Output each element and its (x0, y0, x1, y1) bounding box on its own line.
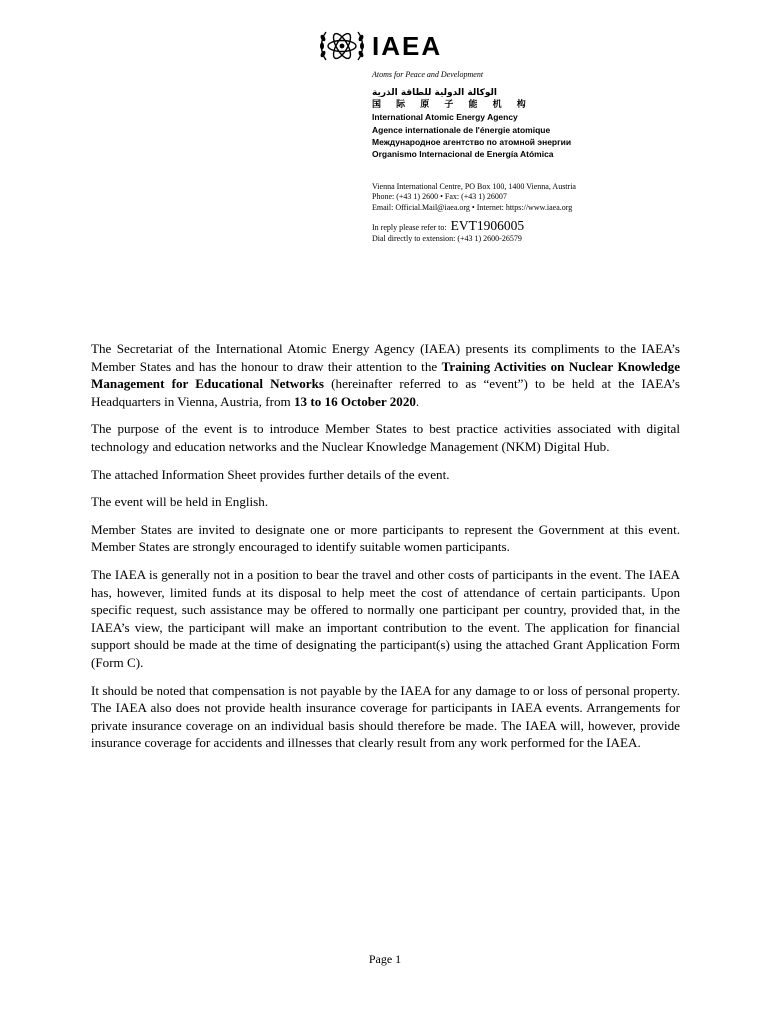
agency-name-spanish: Organismo Internacional de Energía Atómica (372, 149, 554, 160)
email-internet-line: Email: Official.Mail@iaea.org • Internet: https://www.iaea.org (372, 202, 573, 212)
paragraph-5: Member States are invited to designate one or more participants to represent the Government at this event. Member States are strongly encouraged to identify suitable women participants. (91, 521, 680, 555)
paragraph-3: The attached Information Sheet provides further details of the event. (91, 466, 450, 482)
agency-name-russian: Международное агентство по атомной энергии (372, 136, 572, 147)
logo-text: IAEA (372, 30, 443, 61)
paragraph-4: The event will be held in English. (91, 494, 269, 510)
reply-code: EVT1906005 (450, 218, 525, 233)
iaea-logo (318, 24, 442, 68)
event-dates: 13 to 16 October 2020 (293, 393, 416, 409)
paragraph-6: The IAEA is generally not in a position to bear the travel and other costs of participants in the event. The IAEA has, however, limited funds at its disposal to help meet the cost of attendance of certain participants. Upon specific request, such assistance may be offered to normally one participant per country, provided that, in the IAEA’s view, the participant will make an important contribution to the event. The application for financial support should be made at the time of designating the participant(s) using the attached Grant Application Form (Form C). (91, 566, 680, 670)
paragraph-7: It should be noted that compensation is not payable by the IAEA for any damage to or loss of personal property. The IAEA also does not provide health insurance coverage for participants in IAEA events. Arrangements for private insurance coverage on an individual basis should therefore be made. The IAEA will, however, provide insurance coverage for accidents and illnesses that clearly result from any work performed for the IAEA. (91, 682, 680, 751)
atom-laurel-emblem-icon (318, 24, 366, 68)
agency-name-chinese: 国 际 原 子 能 机 构 (372, 100, 532, 111)
p1-text-b: (hereinafter referred to as “event”) to be held at the IAEA’s Headquarters in Vienna, Austria, from (91, 376, 680, 409)
p1-text-a: The Secretariat of the International Atomic Energy Agency (IAEA) presents its compliments to the IAEA’s Member States and has the honour to draw their attention to the (91, 341, 680, 374)
paragraph-2: The purpose of the event is to introduce Member States to best practice activities associated with digital technology and education networks and the Nuclear Knowledge Management (NKM) Digital Hub. (91, 421, 680, 454)
letter-body (91, 340, 680, 762)
reference-block (372, 220, 524, 244)
address-line: Vienna International Centre, PO Box 100, 1400 Vienna, Austria (372, 182, 576, 191)
agency-name-english: International Atomic Energy Agency (372, 112, 518, 123)
event-title: Training Activities on Nuclear Knowledge Management for Educational Networks (91, 358, 681, 392)
extension-line: Dial directly to extension: (+43 1) 2600-26579 (372, 234, 522, 243)
p1-text-c: . (415, 393, 420, 409)
agency-name-arabic: الوكالة الدولية للطاقة الذرية (372, 88, 497, 98)
contact-block (372, 182, 576, 213)
paragraph-1 (91, 340, 680, 410)
agency-names (372, 87, 571, 160)
reply-label: In reply please refer to: (372, 223, 447, 232)
phone-fax-line: Phone: (+43 1) 2600 • Fax: (+43 1) 26007 (372, 192, 507, 202)
reply-reference-line (372, 220, 524, 233)
agency-name-french: Agence internationale de l'énergie atomique (372, 124, 551, 135)
tagline: Atoms for Peace and Development (372, 70, 484, 79)
page-number: Page 1 (368, 952, 402, 966)
